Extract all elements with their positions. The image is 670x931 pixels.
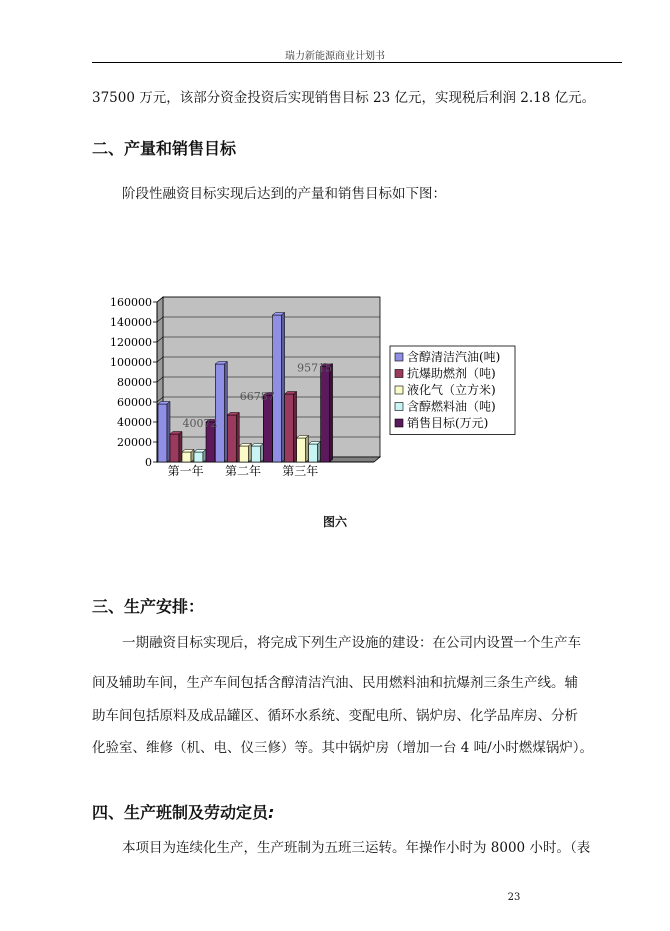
chart-y-tick-label: 0 (145, 456, 152, 469)
chart-legend-label: 液化气（立方米) (407, 383, 496, 397)
chart-bar (215, 364, 224, 462)
chart-bar-side (318, 442, 321, 463)
chart-bar-side (294, 392, 297, 463)
chart-legend-swatch (395, 419, 403, 427)
chart-y-tick-label: 20000 (117, 436, 152, 449)
chart-x-tick-label: 第三年 (282, 464, 319, 478)
chart-bar (194, 452, 203, 462)
production-sales-chart (100, 292, 530, 482)
chart-y-tick-label: 100000 (110, 356, 152, 369)
chart-bar-side (179, 432, 182, 463)
chart-bar (273, 315, 282, 462)
chart-data-label: 40072 (182, 416, 218, 430)
chart-bar-side (167, 402, 170, 463)
chart-bar-side (282, 313, 285, 463)
page-number: 23 (507, 892, 521, 903)
chart-legend-swatch (395, 386, 403, 394)
chart-bar-side (191, 450, 194, 463)
paragraph-chart-intro: 阶段性融资目标实现后达到的产量和销售目标如下图： (122, 186, 446, 202)
chart-y-tick-label: 40000 (117, 416, 152, 429)
chart-legend-swatch (395, 403, 403, 411)
chart-y-tick-label: 160000 (110, 296, 152, 309)
heading-shift-and-staffing (92, 800, 274, 823)
chart-bar (297, 438, 306, 462)
heading-production-arrangement: 三、生产安排： (92, 597, 205, 616)
chart-bar (170, 434, 179, 462)
chart-bar (309, 444, 318, 462)
paragraph-shift-system: 本项目为连续化生产，生产班制为五班三运转。年操作小时为 8000 小时。（表 (122, 840, 591, 856)
chart-bar (182, 452, 191, 462)
figure-caption: 图六 (322, 515, 347, 529)
chart-bar (158, 404, 167, 462)
chart-bar (239, 446, 248, 462)
chart-legend-label: 抗爆助燃剂（吨) (407, 366, 496, 381)
chart-bar-side (248, 444, 251, 463)
paragraph-investment: 37500 万元，该部分资金投资后实现销售目标 23 亿元，实现税后利润 2.18 亿元。 (92, 90, 596, 106)
chart-bar (321, 366, 330, 462)
paragraph-arrangement-line-2: 间及辅助车间，生产车间包括含醇清洁汽油、民用燃料油和抗爆剂三条生产线。辅 (92, 675, 578, 691)
chart-bar-side (236, 413, 239, 463)
heading-shift-and-staffing-text: 四、生产班制及劳动定员 (92, 803, 269, 822)
header-rule (92, 62, 622, 63)
chart-bar-side (330, 364, 333, 462)
paragraph-arrangement-line-1: 一期融资目标实现后，将完成下列生产设施的建设：在公司内设置一个生产车 (122, 635, 581, 651)
chart-y-tick-label: 120000 (110, 336, 152, 349)
chart-legend-swatch (395, 353, 403, 361)
chart-x-tick-label: 第二年 (224, 464, 261, 478)
chart-bar-side (224, 362, 227, 463)
chart-legend-swatch (395, 370, 403, 378)
chart-x-tick-label: 第一年 (167, 464, 204, 478)
chart-legend-label: 含醇燃料油（吨) (407, 399, 496, 414)
chart-data-label: 95715 (297, 361, 333, 375)
chart-data-label: 66787 (239, 390, 275, 404)
chart-bar (263, 395, 272, 462)
paragraph-arrangement-line-3: 助车间包括原料及成品罐区、循环水系统、变配电所、锅炉房、化学品库房、分析 (92, 708, 578, 724)
chart-bar-side (260, 444, 263, 463)
heading-production-sales-targets: 二、产量和销售目标 (92, 139, 237, 158)
chart-bar-side (306, 436, 309, 463)
chart-y-tick-label: 60000 (117, 396, 152, 409)
chart-bar (251, 446, 260, 462)
heading-colon: : (268, 803, 275, 822)
chart-bar-side (203, 450, 206, 463)
chart-y-tick-label: 80000 (117, 376, 152, 389)
paragraph-arrangement-line-4: 化验室、维修（机、电、仪三修）等。其中锅炉房（增加一台 4 吨/小时燃煤锅炉）。 (92, 740, 593, 756)
chart-bar (227, 415, 236, 462)
page-header-title: 瑞力新能源商业计划书 (285, 51, 385, 62)
chart-bar (285, 394, 294, 462)
chart-legend-label: 销售目标(万元) (407, 416, 489, 430)
chart-y-tick-label: 140000 (110, 316, 152, 329)
chart-legend-label: 含醇清洁汽油(吨) (407, 350, 501, 364)
